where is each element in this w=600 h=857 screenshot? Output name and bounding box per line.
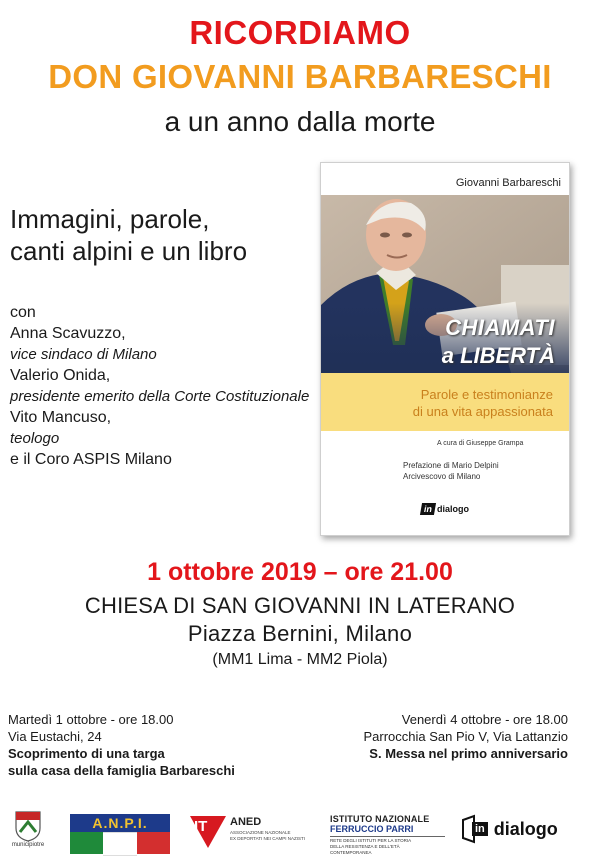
anpi-label: A.N.P.I. xyxy=(70,814,170,832)
book-preface-line-1: Prefazione di Mario Delpini xyxy=(403,461,499,470)
book-title-line-2: a LIBERTÀ xyxy=(441,343,555,368)
aned-logo xyxy=(190,812,306,856)
aned-subtitle-2: EX DEPORTATI NEI CAMPI NAZISTI xyxy=(230,836,306,841)
book-publisher-mark: in xyxy=(420,503,436,515)
aned-mark: IT xyxy=(194,818,208,835)
book-title-line-1: CHIAMATI xyxy=(445,315,555,340)
event-date: 1 ottobre 2019 – ore 21.00 xyxy=(147,558,453,586)
flag-white xyxy=(103,832,137,856)
side-event-what: sulla casa della famiglia Barbareschi xyxy=(8,763,235,778)
parri-line-3: RETE DEGLI ISTITUTI PER LA STORIA xyxy=(330,838,412,843)
book-cover xyxy=(320,162,570,536)
event-metro: (MM1 Lima - MM2 Piola) xyxy=(212,651,388,668)
guest-intro: con xyxy=(10,304,36,321)
flag-red xyxy=(137,832,170,854)
side-event-what: S. Messa nel primo anniversario xyxy=(369,746,568,761)
title-subtitle: a un anno dalla morte xyxy=(164,106,436,137)
guest-name: Anna Scavuzzo, xyxy=(10,325,126,342)
guest-role: vice sindaco di Milano xyxy=(10,346,157,363)
guest-list xyxy=(10,302,309,470)
parri-line-5: CONTEMPORANEA xyxy=(330,850,372,855)
book-publisher-logo xyxy=(421,503,469,515)
intro-line-2: canti alpini e un libro xyxy=(10,236,248,266)
side-event-when: Venerdì 4 ottobre - ore 18.00 xyxy=(401,712,568,727)
side-event-when: Martedì 1 ottobre - ore 18.00 xyxy=(8,712,174,727)
indialogo-name: dialogo xyxy=(493,818,558,839)
flag-green xyxy=(70,832,103,854)
aned-name: ANED xyxy=(230,816,262,828)
guest-name: Vito Mancuso, xyxy=(10,409,112,426)
parri-logo xyxy=(330,814,445,856)
indialogo-logo xyxy=(460,814,558,844)
guest-name: Valerio Onida, xyxy=(10,367,111,384)
book-author: Giovanni Barbareschi xyxy=(455,177,561,189)
side-event-where: Via Eustachi, 24 xyxy=(8,729,102,744)
book-curator: A cura di Giuseppe Grampa xyxy=(437,440,524,447)
title-name: DON GIOVANNI BARBARESCHI xyxy=(48,58,552,95)
municipio-label: municipiotre xyxy=(11,842,45,848)
event-church: CHIESA DI SAN GIOVANNI IN LATERANO xyxy=(84,593,516,618)
guest-closing: e il Coro ASPIS Milano xyxy=(10,451,172,468)
anpi-logo xyxy=(70,814,170,854)
title-ricordiamo: RICORDIAMO xyxy=(189,14,411,51)
intro-text xyxy=(10,203,247,267)
book-subtitle-line-2: di una vita appassionata xyxy=(412,404,553,419)
guest-role: teologo xyxy=(10,430,60,447)
side-event-left xyxy=(8,711,235,779)
book-subtitle-line-1: Parole e testimonianze xyxy=(420,387,553,402)
intro-line-1: Immagini, parole, xyxy=(10,204,210,234)
book-publisher-name: dialogo xyxy=(437,504,469,514)
shield-icon xyxy=(14,810,42,842)
parri-line-4: DELLA RESISTENZA E DELL'ETÀ xyxy=(330,844,400,849)
indialogo-mark: in xyxy=(475,823,485,835)
parri-line-2: FERRUCCIO PARRI xyxy=(330,824,414,834)
municipio-logo xyxy=(8,810,48,848)
parri-line-1: ISTITUTO NAZIONALE xyxy=(330,814,430,824)
event-place: Piazza Bernini, Milano xyxy=(187,621,413,646)
aned-subtitle-1: ASSOCIAZIONE NAZIONALE xyxy=(230,830,291,835)
guest-role: presidente emerito della Corte Costituzionale xyxy=(10,388,310,405)
side-event-what: Scoprimento di una targa xyxy=(8,746,165,761)
book-subtitle-band xyxy=(321,373,569,431)
side-event-right xyxy=(363,711,568,762)
side-event-where: Parrocchia San Pio V, Via Lattanzio xyxy=(363,729,568,744)
book-preface-line-2: Arcivescovo di Milano xyxy=(403,472,481,481)
